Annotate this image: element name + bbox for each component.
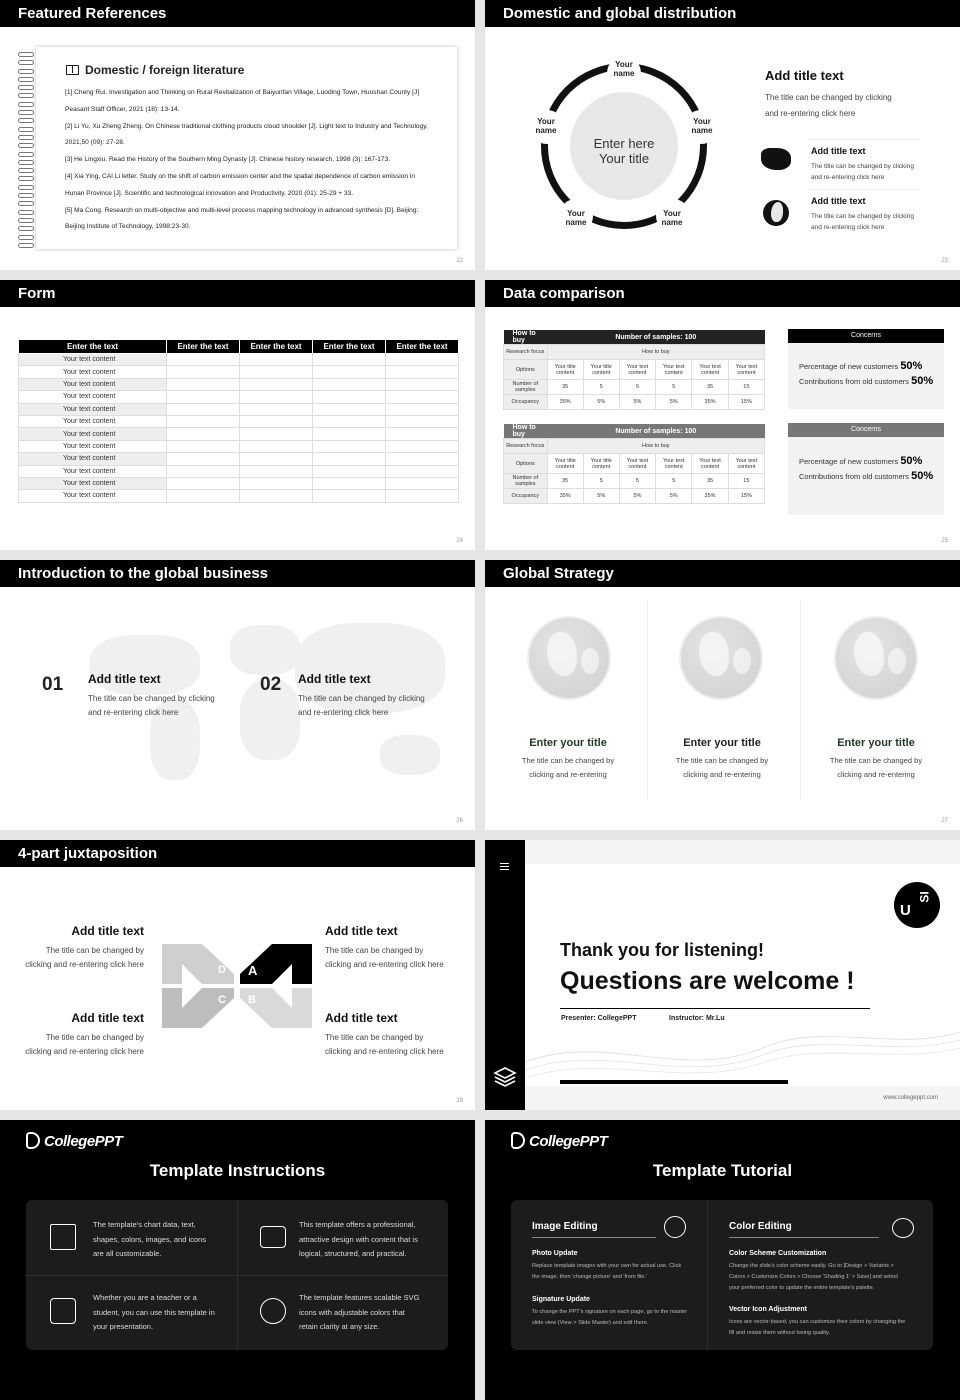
table-cell: Your text content: [692, 360, 728, 380]
globe-icon: [834, 616, 918, 700]
table-row: [504, 380, 765, 395]
row-label: Your text content: [19, 453, 167, 465]
table-cell: Your title content: [547, 360, 583, 380]
table-row: [504, 439, 765, 454]
table-cell: [240, 428, 313, 440]
table-cell: 5: [656, 380, 692, 395]
basketball-icon: [260, 1298, 286, 1324]
tutorial-text: To change the PPT's signature on each page, go to the master slide view (View > Slide Master) and edit there.: [532, 1309, 687, 1326]
table-cell: 35: [692, 380, 728, 395]
four-arrow-diagram: [162, 944, 312, 1028]
table-cell: 35: [547, 474, 583, 489]
table-cell: Your text content: [728, 454, 764, 474]
page-number: 28: [456, 1098, 463, 1104]
logo-icon: [26, 1132, 40, 1149]
table-cell: 35%: [547, 489, 583, 504]
table-row: [19, 403, 459, 415]
concern-line: Contributions from old customers 50%: [799, 470, 934, 482]
reference-line: 2021,50 (09): 27-28.: [65, 139, 125, 147]
table-cell: [167, 354, 240, 366]
notebook-spiral: [18, 52, 36, 248]
letter-b: B: [248, 994, 256, 1006]
distribution-center: Enter here Your title: [570, 92, 678, 200]
table-row: [19, 378, 459, 390]
reference-heading: Domestic / foreign literature: [66, 63, 244, 77]
table-cell: 5: [583, 474, 619, 489]
ring-label: Your name: [613, 60, 635, 78]
accent-bar: [560, 1080, 788, 1084]
letter-d: D: [218, 964, 226, 976]
table-cell: [167, 465, 240, 477]
item-number: 02: [260, 674, 282, 695]
section-heading: Image Editing: [532, 1221, 598, 1232]
table-cell: 35%: [692, 489, 728, 504]
table-cell: [386, 453, 459, 465]
item-title: Add title text: [811, 146, 866, 156]
table-row: [504, 345, 765, 360]
item-title: Add title text: [325, 1011, 398, 1025]
china-map-icon: [761, 148, 791, 170]
page-number: 27: [941, 818, 948, 824]
table-header: Number of samples: 100: [547, 330, 764, 345]
table-row: [19, 490, 459, 502]
table-cell: [386, 440, 459, 452]
slide-title: Domestic and global distribution: [485, 0, 960, 27]
concerns-title: Concerns: [788, 423, 944, 437]
table-cell: [386, 403, 459, 415]
table-header-row: [504, 424, 765, 439]
table-cell: 5%: [619, 395, 655, 410]
item-title: Add title text: [71, 1011, 144, 1025]
globe-icon: [763, 200, 789, 226]
strategy-desc: The title can be changed by clicking and re-entering: [675, 756, 769, 779]
concern-line: Percentage of new customers 50%: [799, 360, 923, 372]
table-cell: 15%: [728, 395, 764, 410]
tutorial-text: Replace template images with your own for actual use. Click the image, then 'change picture' and 'from file.': [532, 1263, 682, 1280]
page-number: 26: [456, 818, 463, 824]
table-cell: 5%: [619, 489, 655, 504]
section-heading: Color Editing: [729, 1221, 792, 1232]
table-cell: 15: [728, 474, 764, 489]
table-cell: [167, 391, 240, 403]
table-cell: Options: [504, 360, 548, 380]
badge-letter: U: [900, 902, 911, 919]
slide-title: Global Strategy: [485, 560, 960, 587]
table-cell: [313, 490, 386, 502]
item-desc: The title can be changed by clicking and re-entering click here: [25, 1033, 144, 1056]
table-cell: [313, 453, 386, 465]
reference-line: Peasant Staff Officer, 2021 (18): 13-14.: [65, 105, 180, 113]
table-cell: [386, 354, 459, 366]
table-cell: [313, 391, 386, 403]
badge-letters: SI: [917, 891, 932, 903]
row-label: Your text content: [19, 415, 167, 427]
item-title: Add title text: [298, 672, 371, 686]
table-cell: Your text content: [656, 360, 692, 380]
table-cell: 5: [619, 380, 655, 395]
strategy-desc: The title can be changed by clicking and re-entering: [521, 756, 615, 779]
table-cell: [167, 378, 240, 390]
table-header: Enter the text: [313, 340, 386, 354]
slide-title: Introduction to the global business: [0, 560, 475, 587]
tutorial-text: Icons are vector-based, you can customize their colors by changing the fill and resize them without losing quality.: [729, 1319, 906, 1336]
tutorial-text: Change the slide's color scheme easily. Go to [Design > Variants > Colors > Customize Colors > Choose 'Shading 1' > Save] and select your preferred color to update the entire template's palette.: [729, 1263, 898, 1291]
table-cell: Occupancy: [504, 489, 548, 504]
globe-icon: [679, 616, 763, 700]
table-cell: [313, 415, 386, 427]
table-cell: 5: [619, 474, 655, 489]
strategy-title: Enter your title: [529, 737, 607, 749]
row-label: Your text content: [19, 366, 167, 378]
table-cell: 5: [583, 380, 619, 395]
page-number: 23: [941, 258, 948, 264]
mesh-wave: [525, 992, 960, 1086]
instruction-text: Whether you are a teacher or a student, you can use this template in your presentation.: [93, 1293, 215, 1331]
item-desc: The title can be changed by clicking and re-entering click here: [25, 946, 144, 969]
letter-a: A: [248, 963, 258, 978]
row-label: Your text content: [19, 465, 167, 477]
comparison-table: [503, 424, 765, 504]
table-cell: [386, 378, 459, 390]
reference-list: [65, 85, 450, 236]
ring-label: Your name: [565, 209, 587, 227]
palette-icon: [892, 1218, 914, 1238]
table-cell: 5: [656, 474, 692, 489]
table-cell: [313, 465, 386, 477]
menu-icon[interactable]: [500, 863, 509, 870]
table-cell: [386, 391, 459, 403]
instruction-text: This template offers a professional, attractive design with content that is logical, structured, and practical.: [299, 1220, 418, 1258]
table-cell: [386, 428, 459, 440]
table-cell: Your text content: [619, 454, 655, 474]
table-header: Enter the text: [19, 340, 167, 354]
table-cell: [240, 391, 313, 403]
table-row: [19, 415, 459, 427]
ring-label: Your name: [691, 117, 713, 135]
collegeppt-logo: CollegePPT: [511, 1132, 607, 1150]
table-cell: [167, 415, 240, 427]
table-cell: Research focus: [504, 345, 548, 360]
table-cell: [240, 378, 313, 390]
divider: [560, 1008, 870, 1009]
reference-line: [1] Cheng Rui. Investigation and Thinking on Rural Revitalization of Baiyunfan Village, Luoding Town, Huoshan County [J]: [65, 89, 420, 96]
slide-template-tutorial[interactable]: [485, 1120, 960, 1400]
ring-label: Your name: [535, 117, 557, 135]
ring-label: Your name: [661, 209, 683, 227]
table-row: [504, 395, 765, 410]
slide-title: Data comparison: [485, 280, 960, 307]
table-cell: [167, 428, 240, 440]
concerns-card: [788, 423, 944, 515]
layout-icon: [260, 1226, 286, 1248]
table-cell: [240, 465, 313, 477]
table-cell: [240, 440, 313, 452]
instructor: Instructor: Mr.Lu: [669, 1015, 725, 1022]
table-cell: [167, 366, 240, 378]
item-desc: The title can be changed by clicking and re-entering click here: [325, 1033, 444, 1056]
table-cell: 5%: [656, 489, 692, 504]
book-icon: [66, 65, 79, 75]
table-header: Enter the text: [386, 340, 459, 354]
main-desc: The title can be changed by clicking and re-entering click here: [765, 93, 892, 118]
table-cell: [240, 477, 313, 489]
item-desc: The title can be changed by clicking and re-entering click here: [811, 213, 914, 231]
table-cell: [386, 490, 459, 502]
instruction-text: The template features scalable SVG icons with adjustable colors that retain clarity at any size.: [299, 1293, 420, 1331]
table-cell: [240, 366, 313, 378]
table-row: [504, 474, 765, 489]
instruction-text: The template's chart data, text, shapes, colors, images, and icons are all customizable.: [93, 1220, 206, 1258]
strategy-title: Enter your title: [837, 737, 915, 749]
document-icon: [50, 1224, 76, 1250]
table-cell: [167, 490, 240, 502]
table-cell: [167, 477, 240, 489]
sub-heading: Photo Update: [532, 1250, 578, 1257]
table-row: [19, 440, 459, 452]
row-label: Your text content: [19, 403, 167, 415]
table-row: [504, 360, 765, 380]
table-cell: [167, 403, 240, 415]
table-cell: Your title content: [583, 454, 619, 474]
table-header: Enter the text: [240, 340, 313, 354]
table-cell: [240, 453, 313, 465]
row-label: Your text content: [19, 440, 167, 452]
table-cell: 15: [728, 380, 764, 395]
concerns-card: [788, 329, 944, 409]
table-cell: Your title content: [583, 360, 619, 380]
slide-title: Featured References: [0, 0, 475, 27]
table-header: How to buy: [504, 330, 548, 345]
table-cell: [240, 490, 313, 502]
table-cell: 35%: [547, 395, 583, 410]
table-header-row: [504, 330, 765, 345]
reference-line: [4] Xia Ying, CAI Li letter. Study on the shift of carbon emission center and the spatial dependence of carbon emission in: [65, 172, 416, 180]
table-cell: Your text content: [728, 360, 764, 380]
table-cell: [386, 366, 459, 378]
row-label: Your text content: [19, 428, 167, 440]
table-cell: Research focus: [504, 439, 548, 454]
item-desc: The title can be changed by clicking and re-entering click here: [298, 694, 425, 717]
table-cell: 35: [547, 380, 583, 395]
table-cell: 5%: [656, 395, 692, 410]
item-title: Add title text: [88, 672, 161, 686]
concerns-title: Concerns: [788, 329, 944, 343]
table-row: [19, 354, 459, 366]
site-url: www.collegeppt.com: [883, 1095, 938, 1101]
user-icon: [50, 1298, 76, 1324]
logo-icon: [511, 1132, 525, 1149]
table-cell: 35: [692, 474, 728, 489]
table-cell: Your text content: [656, 454, 692, 474]
table-row: [504, 454, 765, 474]
row-label: Your text content: [19, 378, 167, 390]
reference-line: [3] He Lingxiu. Read the History of the Southern Ming Dynasty [J]. Chinese history research, 1998 (3): 167-173.: [65, 156, 391, 164]
table-header: How to buy: [504, 424, 548, 439]
lightbulb-icon: [664, 1216, 686, 1238]
form-table: [18, 339, 459, 503]
row-label: Your text content: [19, 490, 167, 502]
table-row: [19, 477, 459, 489]
item-desc: The title can be changed by clicking and re-entering click here: [325, 946, 444, 969]
globe-icon: [527, 616, 611, 700]
item-number: 01: [42, 674, 64, 695]
table-cell: [313, 428, 386, 440]
item-title: Add title text: [71, 924, 144, 938]
table-cell: Your text content: [619, 360, 655, 380]
table-cell: [313, 366, 386, 378]
slide-title: Form: [0, 280, 475, 307]
table-header: Number of samples: 100: [547, 424, 764, 439]
table-cell: 15%: [728, 489, 764, 504]
slide-title: Template Instructions: [149, 1161, 326, 1180]
table-cell: [167, 440, 240, 452]
slide-references[interactable]: [0, 0, 475, 270]
table-cell: [240, 354, 313, 366]
table-cell: [386, 465, 459, 477]
concern-line: Contributions from old customers 50%: [799, 375, 934, 387]
table-cell: Your text content: [692, 454, 728, 474]
table-row: [19, 465, 459, 477]
table-cell: [167, 453, 240, 465]
sub-heading: Signature Update: [532, 1296, 590, 1303]
strategy-desc: The title can be changed by clicking and re-entering: [829, 756, 923, 779]
table-cell: Number of samples: [504, 380, 548, 395]
reference-line: [2] Li Yu, Xu Zheng Zheng. On Chinese traditional clothing products cloud shoulder [J]. Light text to Industry and Technology,: [65, 122, 428, 130]
item-title: Add title text: [811, 196, 866, 206]
table-cell: Options: [504, 454, 548, 474]
item-desc: The title can be changed by clicking and re-entering click here: [88, 694, 215, 717]
table-cell: [313, 354, 386, 366]
sub-heading: Vector Icon Adjustment: [729, 1306, 807, 1313]
table-row: [19, 366, 459, 378]
table-cell: [313, 440, 386, 452]
table-cell: [313, 378, 386, 390]
table-header-row: [19, 340, 459, 354]
table-cell: How to buy: [547, 439, 764, 454]
presenter: Presenter: CollegePPT: [561, 1015, 637, 1022]
table-row: [19, 453, 459, 465]
collegeppt-logo: CollegePPT: [26, 1132, 122, 1150]
row-label: Your text content: [19, 477, 167, 489]
comparison-table: [503, 330, 765, 410]
table-cell: 5%: [583, 395, 619, 410]
table-cell: [386, 415, 459, 427]
questions-line: Questions are welcome !: [560, 967, 855, 995]
table-header: Enter the text: [167, 340, 240, 354]
table-cell: Your title content: [547, 454, 583, 474]
table-cell: Occupancy: [504, 395, 548, 410]
table-row: [19, 391, 459, 403]
table-cell: [240, 415, 313, 427]
page-number: 22: [456, 258, 463, 264]
table-cell: [240, 403, 313, 415]
reference-sheet: [36, 47, 457, 249]
table-cell: Number of samples: [504, 474, 548, 489]
table-cell: [313, 403, 386, 415]
table-cell: [313, 477, 386, 489]
slide-title: 4-part juxtaposition: [0, 840, 475, 867]
thanks-line: Thank you for listening!: [560, 940, 765, 960]
table-cell: 5%: [583, 489, 619, 504]
item-desc: The title can be changed by clicking and re-entering click here: [811, 163, 914, 181]
table-cell: [386, 477, 459, 489]
layers-icon: [493, 1065, 517, 1089]
reference-line: Hunan Province [J]. Scientific and technological innovation and Productivity, 2020 (01): 25-29 + 33.: [65, 189, 354, 197]
table-cell: How to buy: [547, 345, 764, 360]
slide-title: Template Tutorial: [652, 1161, 793, 1180]
page-number: 24: [456, 538, 463, 544]
item-title: Add title text: [325, 924, 398, 938]
strategy-title: Enter your title: [683, 737, 761, 749]
row-label: Your text content: [19, 354, 167, 366]
table-cell: 35%: [692, 395, 728, 410]
sub-heading: Color Scheme Customization: [729, 1250, 827, 1257]
page-number: 25: [941, 538, 948, 544]
concern-line: Percentage of new customers 50%: [799, 455, 923, 467]
table-row: [19, 428, 459, 440]
letter-c: C: [218, 994, 226, 1006]
reference-line: Beijing Institute of Technology, 1998:23-30.: [65, 223, 191, 231]
reference-line: [5] Ma Cong. Research on multi-objective and multi-level process mapping technology in advanced synthesis [D]. Beijing:: [65, 206, 419, 214]
table-row: [504, 489, 765, 504]
main-title: Add title text: [765, 68, 844, 83]
row-label: Your text content: [19, 391, 167, 403]
